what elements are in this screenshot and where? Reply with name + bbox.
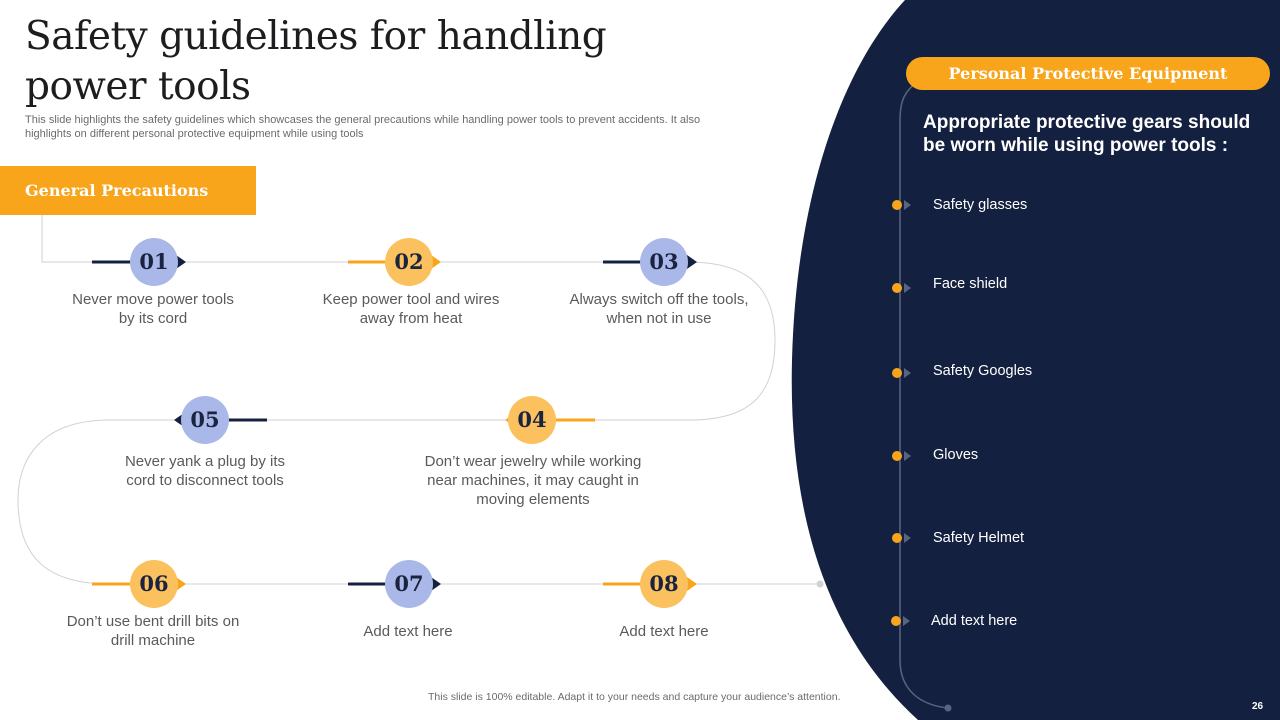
step-text: Never yank a plug by its cord to disconnect tools [124,453,286,489]
ppe-item: Gloves [933,447,979,463]
step-number-badge: 07 [385,560,433,608]
step-text: Never move power tools by its cord [72,291,234,327]
step-text: Add text here [619,623,709,640]
general-precautions-banner: General Precautions [0,166,256,215]
step-number-badge: 04 [508,396,556,444]
ppe-item: Face shield [933,276,1008,292]
ppe-label-pill: Personal Protective Equipment [906,57,1270,90]
step-text: Add text here [363,623,453,640]
ppe-item: Safety glasses [933,197,1028,213]
footer-note: This slide is 100% editable. Adapt it to your needs and capture your audience’s attention. [428,691,841,703]
step-number-badge: 02 [385,238,433,286]
bullet-icon [891,616,910,626]
bullet-icon [892,451,911,461]
bullet-icon [892,200,911,210]
step-text: Don’t use bent drill bits on drill machine [66,613,240,649]
ppe-heading: Appropriate protective gears should be worn while using power tools : [923,112,1251,156]
page-subtitle: This slide highlights the safety guidelines which showcases the general precautions while handling power tools to prevent accidents. It also highlights on different personal protective equipment while using tools [25,114,701,140]
page-title: Safety guidelines for handling power tools [25,14,607,109]
step-number-badge: 01 [130,238,178,286]
ppe-bullet-markers [888,190,918,640]
step-text: Always switch off the tools, when not in use [569,291,749,327]
step-number-badge: 06 [130,560,178,608]
page-number: 26 [1252,701,1264,712]
ppe-item: Add text here [931,613,1018,629]
step-number-badge: 03 [640,238,688,286]
step-text: Keep power tool and wires away from heat [322,291,500,327]
step-text: Don’t wear jewelry while working near machines, it may caught in moving elements [424,453,642,508]
step-number-badge: 08 [640,560,688,608]
step-number-badge: 05 [181,396,229,444]
bullet-icon [892,368,911,378]
bullet-icon [892,533,911,543]
bullet-icon [892,283,911,293]
ppe-item: Safety Helmet [933,530,1025,546]
ppe-item: Safety Googles [933,363,1033,379]
